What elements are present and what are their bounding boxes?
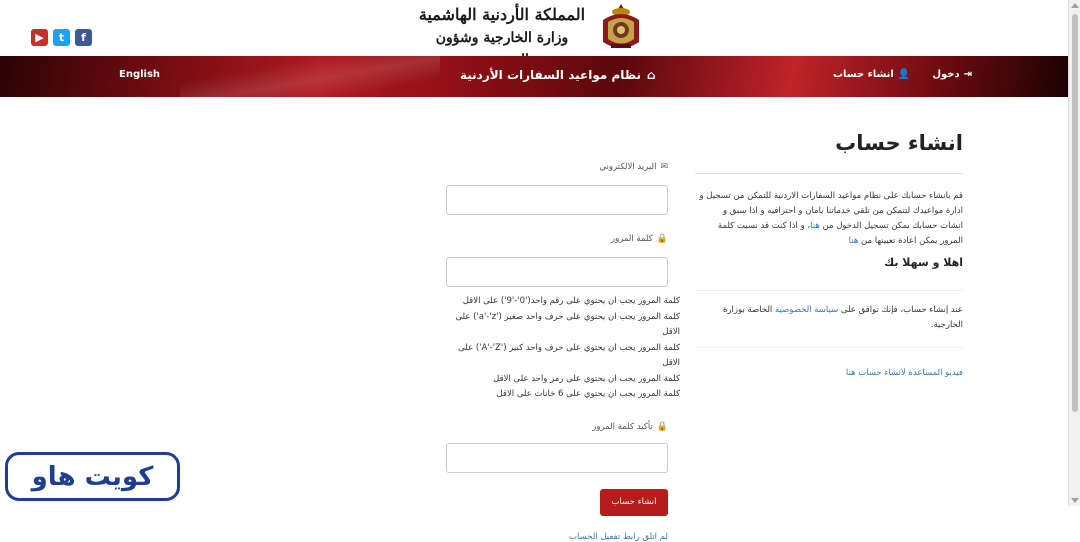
password-label: 🔒 كلمة المرور [610,234,668,244]
login-link[interactable] [932,69,972,80]
register-link-label: انشاء حساب [832,69,894,80]
privacy-notice: عند إنشاء حساب، فإنك توافق على سياسة الخصوصية الخاصة بوزارة الخارجية. [722,305,963,330]
watermark-logo: كويت هاو [5,452,180,501]
password-rule: كلمة المرور يجب ان يحتوي على رمز واحد على الاقل [493,373,680,384]
scroll-down-arrow-icon[interactable] [1071,498,1079,503]
confirm-password-field[interactable] [446,443,668,473]
system-title-text: نظام مواعيد السفارات الأردنية [460,68,641,82]
ministry-title-line1: المملكة الأردنية الهاشمية [418,5,586,24]
password-rule: كلمة المرور يجب ان يحتوي على 6 خانات على الاقل [496,389,680,399]
divider [695,173,963,174]
user-plus-icon: 👤 [897,69,911,80]
coat-of-arms-icon [597,2,645,54]
info-panel [695,125,963,378]
password-field[interactable] [446,257,668,287]
password-rule: كلمة المرور يجب ان يحتوي على رقم واحد('0'-'9') على الاقل [462,296,680,306]
register-form [440,160,680,542]
site-header [0,0,1068,56]
login-link-label: دخول [932,69,960,80]
lock-icon: 🔒 [656,234,668,244]
welcome-text: اهلا و سهلا بك [884,256,963,269]
login-here-link[interactable]: هنا [810,221,820,231]
divider [695,347,963,348]
intro-text: قم بانشاء حسابك على نظام مواعيد السفارات الاردنية للتمكن من تسجيل و ادارة مواعيدك لتتمكن من تلقي خدماتنا بامان و احترافيه و اذا سبق و انشات حسابك يمكن تسجيل الدخول من هنا، و اذا كنت قد نسيت كلمة المرور يمكن اعادة تعيينها من هنا [699,191,963,246]
ministry-title-line2: وزارة الخارجية وشؤون [435,30,569,46]
envelope-icon: ✉ [660,162,668,172]
confirm-password-label: 🔒 تأكيد كلمة المرور [592,421,668,432]
lock-icon: 🔒 [656,421,668,432]
youtube-icon[interactable]: ▶ [31,29,48,46]
divider [695,290,963,291]
help-video-link[interactable]: فيديو المساعدة لانشاء حساب هنا [845,368,963,378]
password-rule: كلمة المرور يجب ان يحتوي على حرف واحد صغير ('a'-'z') على الاقل [455,311,680,337]
facebook-icon[interactable]: f [75,29,92,46]
page-title: انشاء حساب [835,131,963,155]
page-scrollbar[interactable] [1068,0,1080,506]
resend-activation-link[interactable]: لم اتلق رابط تفعيل الحساب [569,531,668,542]
home-icon: ⌂ [646,68,656,82]
sign-in-icon: ⇥ [963,69,972,80]
create-account-button[interactable]: انشاء حساب [600,489,668,516]
social-links [31,29,92,46]
register-link[interactable] [833,69,910,80]
privacy-policy-link[interactable]: سياسة الخصوصية [774,305,839,315]
twitter-icon[interactable]: t [53,29,70,46]
reset-password-link[interactable]: هنا [848,236,859,246]
language-switch-english[interactable]: English [119,69,161,80]
scrollbar-thumb[interactable] [1072,14,1078,412]
system-title[interactable] [460,68,656,82]
main-navbar [0,56,1068,97]
scroll-up-arrow-icon[interactable] [1071,3,1079,8]
password-rule: كلمة المرور يجب ان يحتوي على حرف واحد كبير ('A'-'Z') على الاقل [458,342,680,368]
password-rules [440,294,680,403]
email-field[interactable] [446,185,668,215]
email-label: ✉ البريد الالكتروني [599,162,668,172]
auth-links [833,69,972,80]
